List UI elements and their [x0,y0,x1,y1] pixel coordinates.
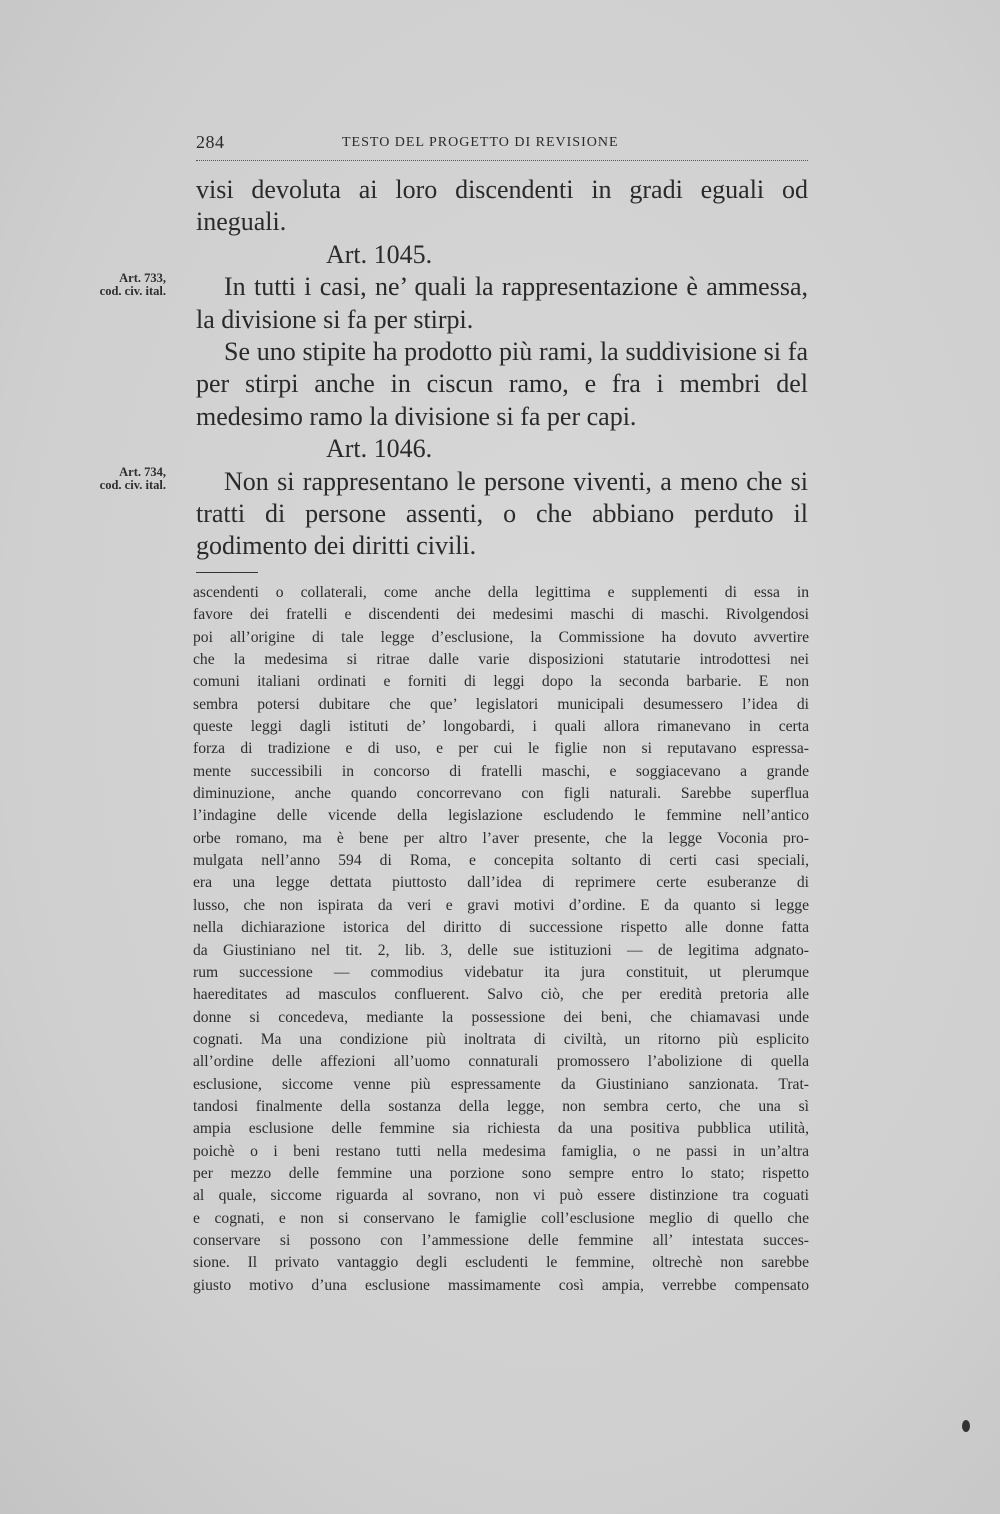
footnote-line: mente successibili in concorso di fratelli maschi, e soggiacevano a grande [193,762,809,780]
footnote-line: per mezzo delle femmine una porzione sono sempre entro lo stato; rispetto [193,1164,809,1182]
footnote-line: e cognati, e non si conservano le famiglie coll’esclusione meglio di quello che [193,1209,809,1227]
article-1045-paragraph-1: In tutti i casi, ne’ quali la rappresentazione è ammessa, la divisione si fa per stirpi. [196,272,808,334]
footnote-line: ampia esclusione delle femmine sia richiesta da una positiva pubblica utilità, [193,1120,809,1138]
footnote-line: lusso, che non ispirata da veri e gravi motivi d’ordine. E da quanto si legge [193,896,809,914]
footnote-line: poichè o i beni restano tutti nella medesima famiglia, o ne passi in un’altra [193,1142,809,1160]
running-title: TESTO DEL PROGETTO DI REVISIONE [342,135,619,150]
footnote-line: mulgata nell’anno 594 di Roma, e concepita soltanto di certi casi speciali, [193,852,809,870]
footnote-line: donne si concedeva, mediante la possessione dei beni, che chiamavasi unde [193,1008,809,1026]
footnote-line: tandosi finalmente della sostanza della legge, non sembra certo, che una sì [193,1097,809,1115]
footnote-line: conservare si possono con l’ammessione delle femmine all’ intestata succes- [193,1231,809,1249]
footnote-line: haereditates ad masculos confluerent. Salvo ciò, che per eredità pretoria alle [193,986,809,1004]
margin-note-line: Art. 734, [119,465,166,479]
article-1046-paragraph-1: Non si rappresentano le persone viventi, a meno che si tratti di persone assenti, o che abbiano perduto il godimento dei diritti civili. [196,466,808,561]
margin-note-line: cod. civ. ital. [99,284,166,298]
article-heading-1045: Art. 1045. [326,239,433,269]
page-number: 284 [196,132,225,152]
footnote-line: all’ordine delle affezioni all’uomo connaturali promossero l’abolizione di quella [193,1053,809,1071]
footnote-line: rum successione — commodius videbatur ita jura constituit, ut plerumque [193,963,809,981]
margin-note-art-734 [62,466,166,492]
footnote-line: comuni italiani ordinati e forniti di leggi dopo la seconda barbarie. E non [193,673,809,691]
footnote-line: l’indagine delle vicende della legislazione escludendo le femmine nell’antico [193,807,809,825]
margin-note-art-733 [62,272,166,298]
article-heading-1046: Art. 1046. [326,434,433,464]
footnote-line: al quale, siccome riguarda al sovrano, non vi può essere distinzione tra coguati [193,1187,809,1205]
article-1045-paragraph-2: Se uno stipite ha prodotto più rami, la suddivisione si fa per stirpi anche in ciscun ramo, e fra i membri del medesimo ramo la divisione si fa per capi. [196,337,808,431]
footnote-line: cognati. Ma una condizione più inoltrata di civiltà, un ritorno più esplicito [193,1030,809,1048]
footnote-text [193,582,809,1297]
main-text [196,174,808,563]
margin-note-line: Art. 733, [119,271,166,285]
footnote-line: sione. Il privato vantaggio degli escludenti le femmine, oltrechè non sarebbe [193,1254,809,1272]
ink-spot [962,1420,970,1432]
footnote-line: era una legge dettata piuttosto dall’idea di reprimere certe esuberanze di [193,874,809,892]
footnote-line: queste leggi dagli istituti de’ longobardi, i quali allora rimanevano in certa [193,718,809,736]
footnote-line: ascendenti o collaterali, come anche della legittima e supplementi di essa in [193,584,809,601]
footnote-line: esclusione, siccome venne più espressamente da Giustiniano sanzionata. Trat- [193,1075,809,1093]
continuation-paragraph: visi devoluta ai loro discendenti in gradi eguali od ineguali. [196,175,808,237]
margin-note-line: cod. civ. ital. [99,478,166,492]
footnote-line: nella dichiarazione istorica del diritto di successione rispetto alle donne fatta [193,919,809,937]
footnote-line: sembra potersi dubitare che que’ legislatori municipali desumessero l’idea di [193,695,809,713]
footnote-line: da Giustiniano nel tit. 2, lib. 3, delle sue istituzioni — de legitima adgnato- [193,941,809,959]
page-header [196,132,808,156]
footnote-line: giusto motivo d’una esclusione massimamente così ampia, verrebbe compensato [193,1276,809,1294]
footnote-line: poi all’origine di tale legge d’esclusione, la Commissione ha dovuto avvertire [193,628,809,646]
footnote-line: orbe romano, ma è bene per altro l’aver presente, che la legge Voconia pro- [193,829,809,847]
footnote-line: favore dei fratelli e discendenti dei medesimi maschi di maschi. Rivolgendosi [193,606,809,624]
footnote-line: che la medesima si ritrae dalle varie disposizioni statutarie introdottesi nei [193,651,809,669]
footnote-line: diminuzione, anche quando concorrevano con figli naturali. Sarebbe superflua [193,785,809,803]
header-rule [196,160,808,161]
footnote-separator [196,572,258,573]
footnote-line: forza di tradizione e di uso, e per cui le figlie non si reputavano espressa- [193,740,809,758]
